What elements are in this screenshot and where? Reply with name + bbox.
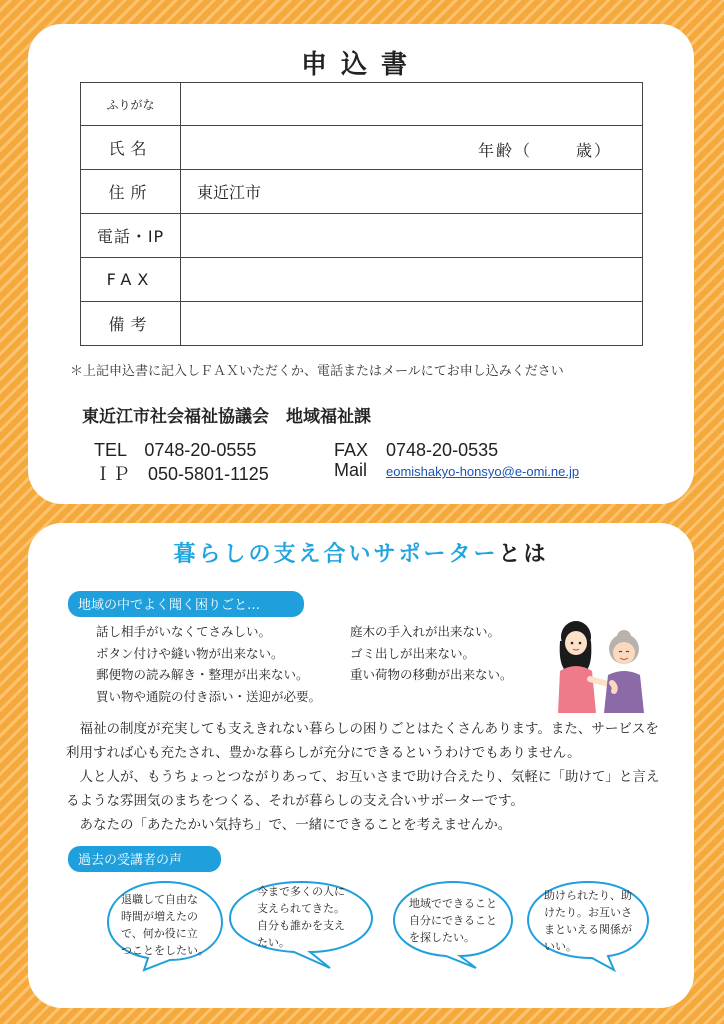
list-item: ゴミ出しが出来ない。: [350, 645, 476, 661]
paragraph: 人と人が、もうちょっとつながりあって、お互いさまで助け合えたり、気軽に「助けて」と言えるような雰囲気のまちをつくる、それが暮らしの支え合いサポーターです。: [66, 769, 660, 809]
mail-label: Mail: [334, 460, 368, 480]
address-field[interactable]: 東近江市: [181, 170, 643, 214]
form-row-name: [81, 126, 643, 170]
fax-field[interactable]: [181, 258, 643, 302]
furigana-field[interactable]: [181, 83, 643, 126]
form-row-remarks: [81, 302, 643, 346]
problems-list-right: [350, 621, 513, 686]
problems-list-left: [96, 621, 321, 707]
voice-bubble-3: [390, 878, 516, 970]
form-row-address: [81, 170, 643, 214]
remarks-label: 備考: [81, 302, 181, 346]
supporter-title: [28, 537, 694, 568]
name-label: 氏名: [81, 126, 181, 170]
address-label: 住所: [81, 170, 181, 214]
mail-line: [334, 460, 579, 481]
supporter-title-tail: とは: [498, 542, 549, 567]
voice-text-3: 地域でできること 自分にできること を探したい。: [409, 896, 497, 944]
supporter-card: [28, 523, 694, 1008]
fax-number: FAX 0748-20-0535: [334, 440, 499, 460]
form-row-fax: [81, 258, 643, 302]
name-field[interactable]: [181, 126, 643, 170]
phone-label: 電話・IP: [81, 214, 181, 258]
application-card: [28, 24, 694, 504]
list-item: 買い物や通院の付き添い・送迎が必要。: [96, 688, 322, 704]
helper-and-elder-illustration-icon: [546, 613, 656, 713]
form-row-phone: [81, 214, 643, 258]
paragraph: あなたの「あたたかい気持ち」で、一緒にできることを考えませんか。: [66, 817, 512, 833]
voice-text-2: 今まで多くの人に 支えられてきた。 自分も誰かを支え たい。: [257, 885, 345, 949]
voices-heading: 過去の受講者の声: [68, 846, 221, 872]
application-form-table: [80, 82, 643, 346]
email-link[interactable]: eomishakyo-honsyo@e-omi.ne.jp: [386, 464, 580, 479]
age-label: 年齢（: [477, 141, 532, 160]
remarks-field[interactable]: [181, 302, 643, 346]
list-item: 重い荷物の移動が出来ない。: [350, 667, 513, 682]
voice-bubble-2: [226, 878, 376, 970]
voice-bubble-4: [524, 878, 652, 974]
submission-note: ＊上記申込書に記入しＦＡＸいただくか、電話またはメールにてお申し込みください: [70, 364, 564, 379]
tel-number: TEL 0748-20-0555: [94, 440, 257, 460]
list-item: 話し相手がいなくてさみしい。: [96, 624, 272, 639]
supporter-title-main: 暮らしの支え合いサポーター: [173, 542, 499, 567]
age-field[interactable]: [478, 138, 612, 161]
phone-field[interactable]: [181, 214, 643, 258]
problems-heading: 地域の中でよく聞く困りごと…: [68, 591, 304, 617]
supporter-description: [66, 717, 666, 837]
voice-text-4: 助けられたり、助 けたり。お互いさ まといえる関係が いい。: [544, 889, 632, 953]
voice-text-1: 退職して自由な 時間が増えたの で、何か役に立 つことをしたい。: [121, 893, 209, 957]
ip-number: ＩＰ 050-5801-1125: [94, 464, 269, 484]
paragraph: 福祉の制度が充実しても支えきれない暮らしの困りごとはたくさんあります。また、サービスを利用すれば心も充たされ、豊かな暮らしが充分にできるというわけでもありません。: [66, 721, 659, 761]
list-item: 郵便物の読み解き・整理が出来ない。: [96, 667, 309, 682]
fax-label: FAX: [81, 258, 181, 302]
age-suffix: 歳）: [575, 141, 612, 160]
organization-name: 東近江市社会福祉協議会 地域福祉課: [82, 407, 371, 427]
furigana-label: ふりがな: [81, 83, 181, 126]
form-row-furigana: [81, 83, 643, 126]
form-title: 申込書: [300, 50, 421, 80]
list-item: 庭木の手入れが出来ない。: [350, 624, 501, 639]
voice-bubble-1: [104, 878, 226, 972]
list-item: ボタン付けや縫い物が出来ない。: [96, 645, 284, 661]
